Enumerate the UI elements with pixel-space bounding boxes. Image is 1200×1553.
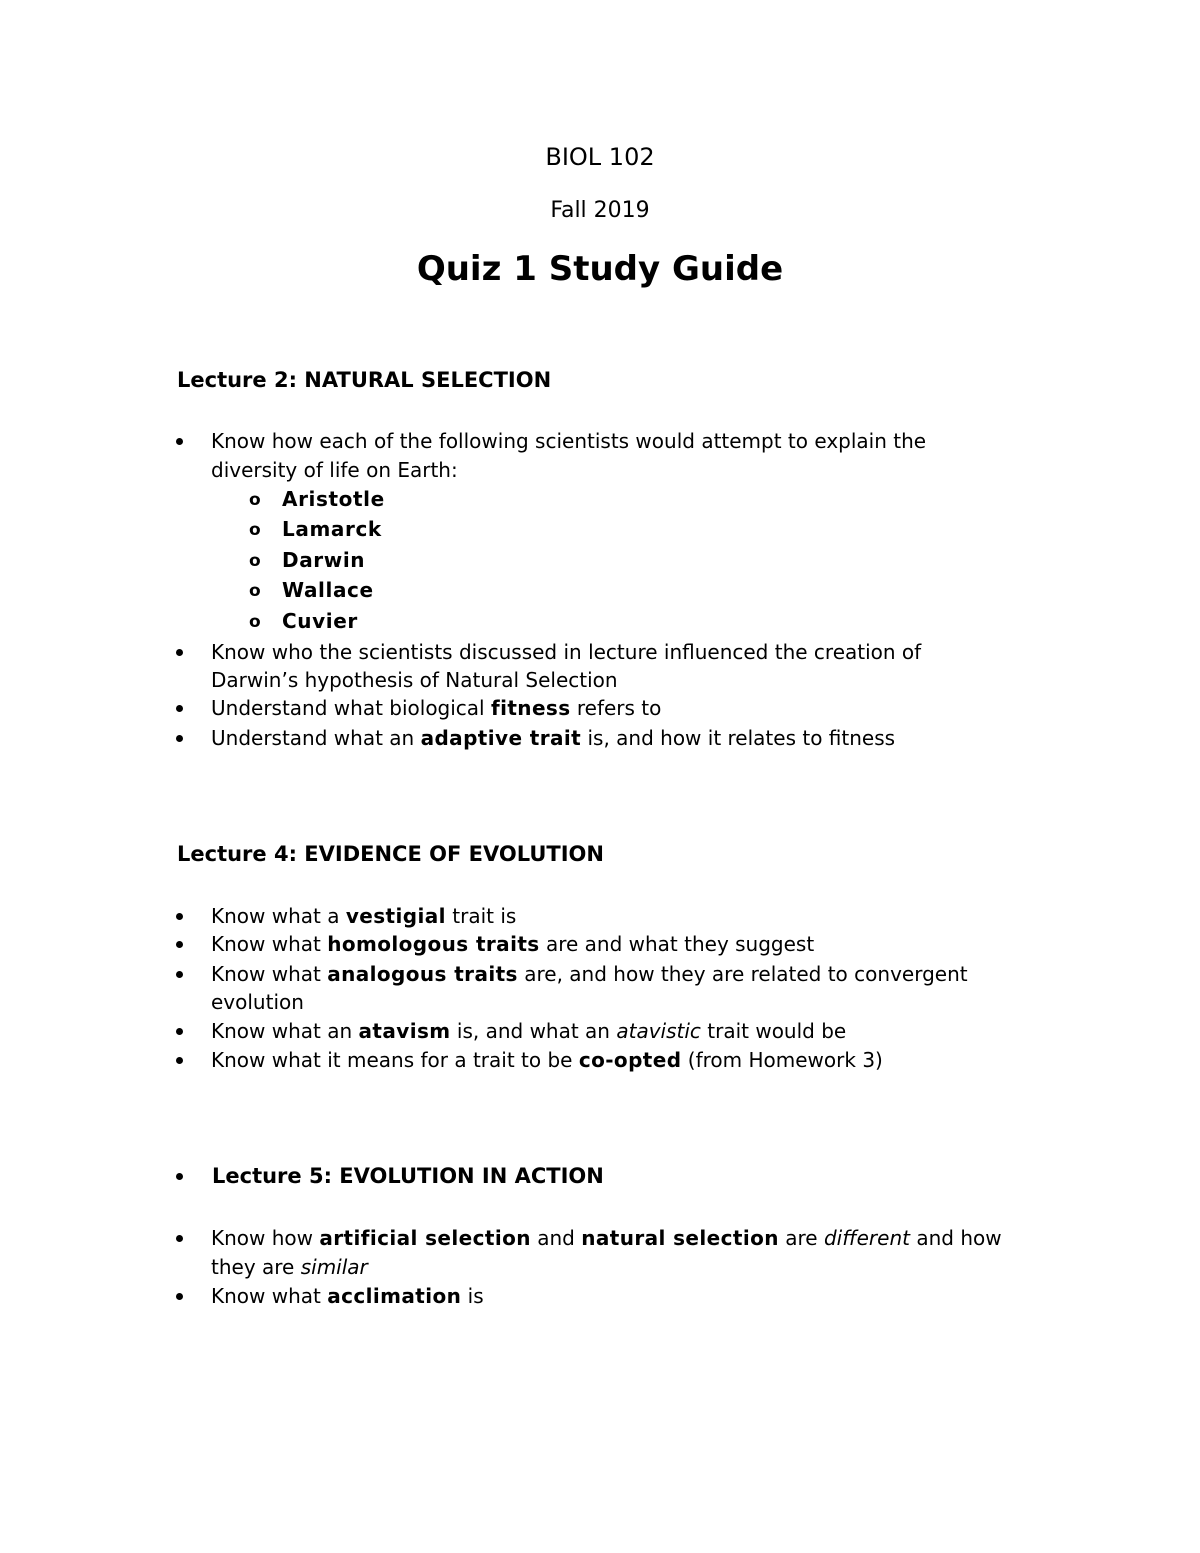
list-item-line xyxy=(211,1046,883,1074)
list-item-line xyxy=(211,694,661,722)
key-term: atavism xyxy=(358,1019,451,1043)
key-term: vestigial xyxy=(345,904,446,928)
emphasis: similar xyxy=(300,1255,368,1279)
text-run: refers to xyxy=(570,696,662,720)
text-run: trait is xyxy=(445,904,517,928)
circle-bullet-icon: o xyxy=(249,581,261,601)
list-item-line xyxy=(211,666,618,694)
text-run: Know how each of the following scientists would attempt to explain the xyxy=(211,429,927,453)
text-run: Know what xyxy=(211,932,328,956)
text-run: Know what a xyxy=(211,904,346,928)
text-run: and xyxy=(530,1226,582,1250)
bullet-icon xyxy=(176,971,183,978)
text-run: Know how xyxy=(211,1226,320,1250)
scientist-name: Darwin xyxy=(282,548,366,572)
text-run: Darwin’s hypothesis of Natural Selection xyxy=(211,668,618,692)
bullet-icon xyxy=(176,649,183,656)
text-run: they are xyxy=(211,1255,301,1279)
list-item-line xyxy=(211,638,921,666)
text-run: is, and what an xyxy=(450,1019,617,1043)
list-item-line xyxy=(211,1224,1002,1252)
text-run: are, and how they are related to convergent xyxy=(517,962,968,986)
list-item-line xyxy=(211,456,458,484)
bullet-icon xyxy=(176,1057,183,1064)
circle-bullet-icon: o xyxy=(249,612,261,632)
key-term: fitness xyxy=(490,696,571,720)
bullet-icon xyxy=(176,1173,183,1180)
list-item-line xyxy=(211,902,516,930)
key-term: adaptive trait xyxy=(420,726,582,750)
bullet-icon xyxy=(176,735,183,742)
text-run: diversity of life on Earth: xyxy=(211,458,458,482)
text-run: Know what xyxy=(211,962,328,986)
key-term: artificial selection xyxy=(319,1226,531,1250)
key-term: natural selection xyxy=(581,1226,779,1250)
circle-bullet-icon: o xyxy=(249,551,261,571)
key-term: homologous traits xyxy=(327,932,540,956)
text-run: (from Homework 3) xyxy=(681,1048,883,1072)
scientist-name: Aristotle xyxy=(282,487,385,511)
key-term: co-opted xyxy=(578,1048,682,1072)
bullet-icon xyxy=(176,941,183,948)
scientist-name: Cuvier xyxy=(282,609,358,633)
text-run: Understand what an xyxy=(211,726,421,750)
list-item-line xyxy=(211,930,814,958)
term: Fall 2019 xyxy=(550,198,650,223)
section-heading: Lecture 4: EVIDENCE OF EVOLUTION xyxy=(177,842,604,866)
text-run: is, and how it relates to fitness xyxy=(581,726,896,750)
section-heading: Lecture 5: EVOLUTION IN ACTION xyxy=(212,1164,604,1188)
key-term: analogous traits xyxy=(327,962,518,986)
list-item-line xyxy=(211,724,895,752)
text-run: and how xyxy=(909,1226,1002,1250)
bullet-icon xyxy=(176,913,183,920)
list-item-line xyxy=(211,427,926,455)
list-item-line xyxy=(211,960,968,988)
bullet-icon xyxy=(176,1293,183,1300)
text-run: are and what they suggest xyxy=(539,932,815,956)
section-heading: Lecture 2: NATURAL SELECTION xyxy=(177,368,552,392)
list-item-line xyxy=(211,1017,846,1045)
list-item-line xyxy=(211,988,304,1016)
bullet-icon xyxy=(176,705,183,712)
text-run: Understand what biological xyxy=(211,696,491,720)
text-run: Know what it means for a trait to be xyxy=(211,1048,579,1072)
bullet-icon xyxy=(176,1235,183,1242)
emphasis: atavistic xyxy=(616,1019,701,1043)
list-item-line xyxy=(211,1282,484,1310)
text-run: Know who the scientists discussed in lecture influenced the creation of xyxy=(211,640,922,664)
text-run: evolution xyxy=(211,990,304,1014)
text-run: trait would be xyxy=(700,1019,847,1043)
scientist-name: Wallace xyxy=(282,578,374,602)
scientist-name: Lamarck xyxy=(282,517,382,541)
course-code: BIOL 102 xyxy=(545,143,655,171)
text-run: are xyxy=(778,1226,824,1250)
emphasis: different xyxy=(823,1226,910,1250)
circle-bullet-icon: o xyxy=(249,520,261,540)
page-title: Quiz 1 Study Guide xyxy=(416,249,784,289)
circle-bullet-icon: o xyxy=(249,490,261,510)
bullet-icon xyxy=(176,438,183,445)
text-run: is xyxy=(461,1284,484,1308)
bullet-icon xyxy=(176,1028,183,1035)
text-run: Know what an xyxy=(211,1019,359,1043)
text-run: Know what xyxy=(211,1284,328,1308)
list-item-line xyxy=(211,1253,368,1281)
key-term: acclimation xyxy=(327,1284,462,1308)
